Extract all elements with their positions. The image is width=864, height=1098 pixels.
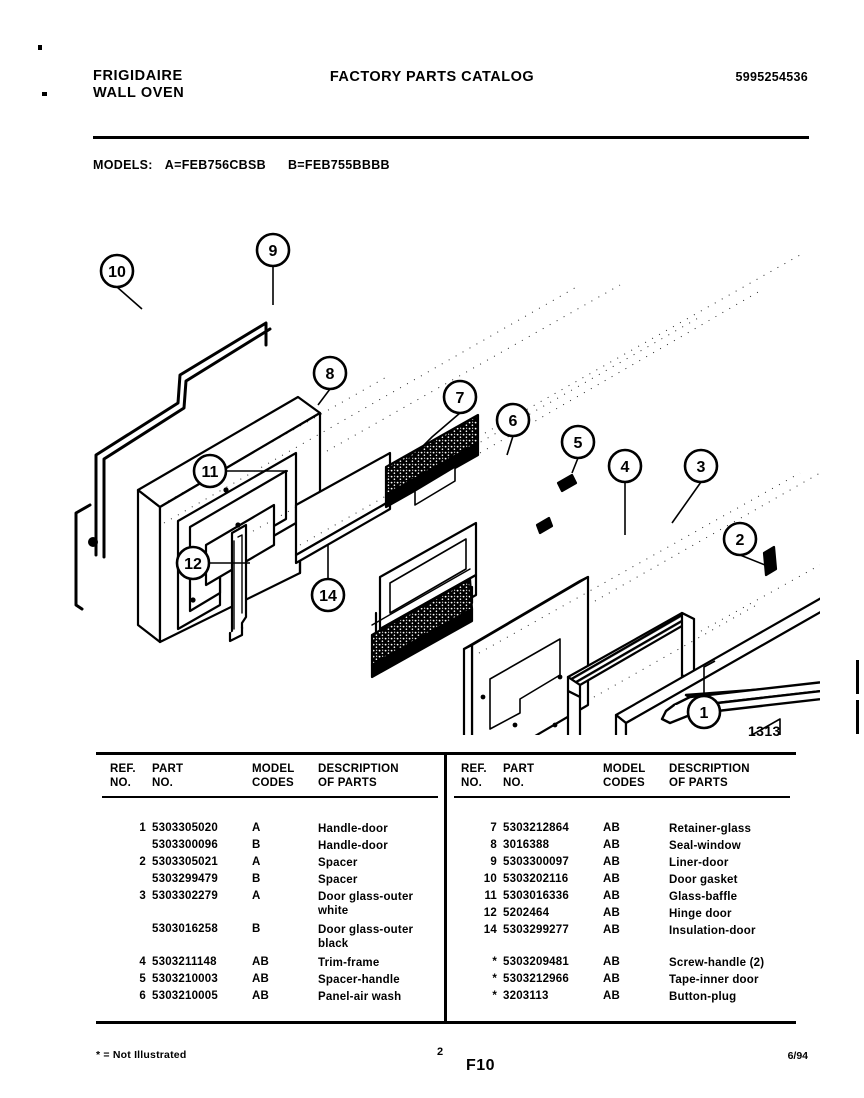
cell-part-no: 5303300097 [503, 856, 569, 868]
cell-part-no: 5303211148 [152, 956, 217, 968]
cell-description: Insulation-door [669, 925, 756, 937]
models-label: MODELS: [93, 158, 153, 172]
cell-description: Tape-inner door [669, 974, 759, 986]
cell-model-codes: AB [603, 873, 621, 885]
catalog-number: 5995254536 [735, 70, 808, 84]
model-entry-a: A=FEB756CBSB [164, 158, 266, 172]
cell-model-codes: AB [603, 839, 621, 851]
cell-part-no: 5202464 [503, 907, 550, 919]
diagram-figure-number: 1313 [748, 723, 781, 739]
cell-model-codes: A [252, 890, 261, 902]
cell-ref-no: 3 [139, 890, 146, 902]
cell-part-no: 3203113 [503, 990, 549, 1002]
callout-6 [497, 404, 529, 436]
cell-ref-no: 1 [139, 822, 146, 834]
column-header-description: DESCRIPTION OF PARTS [318, 763, 399, 789]
cell-ref-no: 8 [490, 839, 497, 851]
revision-date: 6/94 [787, 1050, 808, 1062]
cell-description: Door glass-outer white [318, 891, 414, 917]
cell-description: Trim-frame [318, 957, 380, 969]
cell-description: Seal-window [669, 840, 741, 852]
page-number: 2 [437, 1046, 444, 1058]
cell-part-no: 5303209481 [503, 956, 569, 968]
cell-part-no: 5303302279 [152, 890, 218, 902]
callout-9 [257, 234, 289, 266]
svg-text:10: 10 [108, 264, 126, 281]
cell-ref-no: 14 [483, 924, 497, 936]
column-header-model-codes: MODEL CODES [603, 763, 646, 789]
callout-5 [562, 426, 594, 458]
cell-description: Spacer-handle [318, 974, 400, 986]
cell-description: Button-plug [669, 991, 737, 1003]
parts-table-right [447, 752, 795, 1024]
cell-part-no: 5303300096 [152, 839, 218, 851]
cell-description: Hinge door [669, 908, 732, 920]
part-shape-hinge-door [230, 525, 246, 641]
exploded-parts-diagram [60, 205, 820, 735]
cell-part-no: 5303016258 [152, 923, 218, 935]
cell-ref-no: 2 [139, 856, 146, 868]
cell-model-codes: B [252, 923, 261, 935]
cell-description: Liner-door [669, 857, 729, 869]
model-code-a: A [164, 158, 175, 172]
parts-table-left [96, 752, 444, 1024]
crop-mark-top-left [38, 45, 42, 50]
cell-ref-no: 11 [484, 890, 497, 902]
cell-model-codes: AB [603, 973, 621, 985]
figure-code: F10 [466, 1057, 496, 1074]
cell-part-no: 5303305021 [152, 856, 218, 868]
callout-4 [609, 450, 641, 482]
crop-mark-right-upper [856, 660, 859, 694]
cell-description: Spacer [318, 874, 358, 886]
column-header-model-codes: MODEL CODES [252, 763, 295, 789]
cell-model-codes: AB [603, 890, 621, 902]
callout-10 [101, 255, 133, 287]
cell-description: Glass-baffle [669, 891, 738, 903]
cell-model-codes: A [252, 822, 261, 834]
header-divider-rule [93, 136, 809, 139]
cell-model-codes: AB [603, 924, 621, 936]
column-header-part-no: PART NO. [503, 763, 535, 789]
cell-ref-no: 12 [483, 907, 497, 919]
cell-model-codes: AB [603, 907, 621, 919]
cell-part-no: 5303305020 [152, 822, 218, 834]
cell-model-codes: AB [252, 990, 270, 1002]
svg-text:7: 7 [455, 390, 465, 407]
cell-model-codes: AB [603, 822, 621, 834]
cell-model-codes: B [252, 839, 261, 851]
callout-1 [688, 696, 720, 728]
model-number-a: FEB756CBSB [181, 158, 266, 172]
part-shape-seal-window [386, 415, 478, 507]
callout-2 [724, 523, 756, 555]
svg-text:6: 6 [508, 413, 518, 430]
column-header-part-no: PART NO. [152, 763, 184, 789]
svg-text:5: 5 [573, 435, 583, 452]
cell-description: Spacer [318, 857, 358, 869]
svg-text:9: 9 [268, 243, 278, 260]
cell-description: Handle-door [318, 823, 388, 835]
callout-7 [444, 381, 476, 413]
svg-text:2: 2 [735, 532, 745, 549]
cell-part-no: 5303016336 [503, 890, 569, 902]
cell-model-codes: A [252, 856, 261, 868]
brand-name: FRIGIDAIRE [93, 68, 183, 84]
cell-ref-no: 9 [490, 856, 497, 868]
product-category: WALL OVEN [93, 85, 185, 101]
svg-text:14: 14 [319, 588, 337, 605]
cell-model-codes: AB [252, 973, 270, 985]
column-header-ref-no: REF. NO. [110, 763, 136, 789]
cell-ref-no: * [492, 973, 497, 985]
cell-part-no: 5303210005 [152, 990, 218, 1002]
svg-text:11: 11 [201, 464, 219, 481]
parts-table [96, 752, 796, 1024]
part-shape-liner-door [138, 397, 320, 642]
cell-part-no: 5303202116 [503, 873, 569, 885]
cell-part-no: 5303299479 [152, 873, 218, 885]
cell-model-codes: B [252, 873, 261, 885]
footnote-not-illustrated: * = Not Illustrated [96, 1049, 187, 1061]
page-title: FACTORY PARTS CATALOG [329, 69, 535, 85]
svg-text:4: 4 [620, 459, 630, 476]
column-header-ref-no: REF. NO. [461, 763, 487, 789]
svg-text:8: 8 [325, 366, 335, 383]
cell-part-no: 5303299277 [503, 924, 569, 936]
cell-description: Door glass-outer black [318, 924, 414, 950]
callout-12 [177, 547, 209, 579]
callout-8 [314, 357, 346, 389]
model-code-b: B [287, 158, 298, 172]
cell-ref-no: 7 [490, 822, 497, 834]
cell-description: Retainer-glass [669, 823, 752, 835]
svg-text:12: 12 [184, 556, 202, 573]
callout-11 [194, 455, 226, 487]
cell-model-codes: AB [603, 856, 621, 868]
cell-ref-no: * [492, 990, 497, 1002]
cell-description: Panel-air wash [318, 991, 402, 1003]
cell-part-no: 5303212864 [503, 822, 569, 834]
cell-ref-no: 5 [139, 973, 146, 985]
cell-model-codes: AB [603, 956, 621, 968]
cell-ref-no: 6 [139, 990, 146, 1002]
crop-mark-left [42, 92, 47, 96]
cell-part-no: 5303210003 [152, 973, 218, 985]
part-shape-spacer-handle [558, 475, 576, 491]
cell-ref-no: 4 [139, 956, 146, 968]
cell-description: Door gasket [669, 874, 738, 886]
column-header-description: DESCRIPTION OF PARTS [669, 763, 750, 789]
model-number-b: FEB755BBBB [304, 158, 390, 172]
cell-part-no: 3016388 [503, 839, 550, 851]
cell-description: Screw-handle (2) [669, 957, 765, 969]
cell-ref-no: 10 [483, 873, 497, 885]
crop-mark-right-lower [856, 700, 859, 734]
model-entry-b: B=FEB755BBBB [287, 158, 390, 172]
cell-ref-no: * [492, 956, 497, 968]
part-shape-spacer [764, 547, 776, 575]
models-row [93, 158, 412, 172]
cell-part-no: 5303212966 [503, 973, 569, 985]
svg-text:3: 3 [696, 459, 706, 476]
cell-model-codes: AB [252, 956, 270, 968]
svg-text:1: 1 [699, 705, 709, 722]
cell-description: Handle-door [318, 840, 388, 852]
cell-model-codes: AB [603, 990, 621, 1002]
callout-3 [685, 450, 717, 482]
callout-14 [312, 579, 344, 611]
